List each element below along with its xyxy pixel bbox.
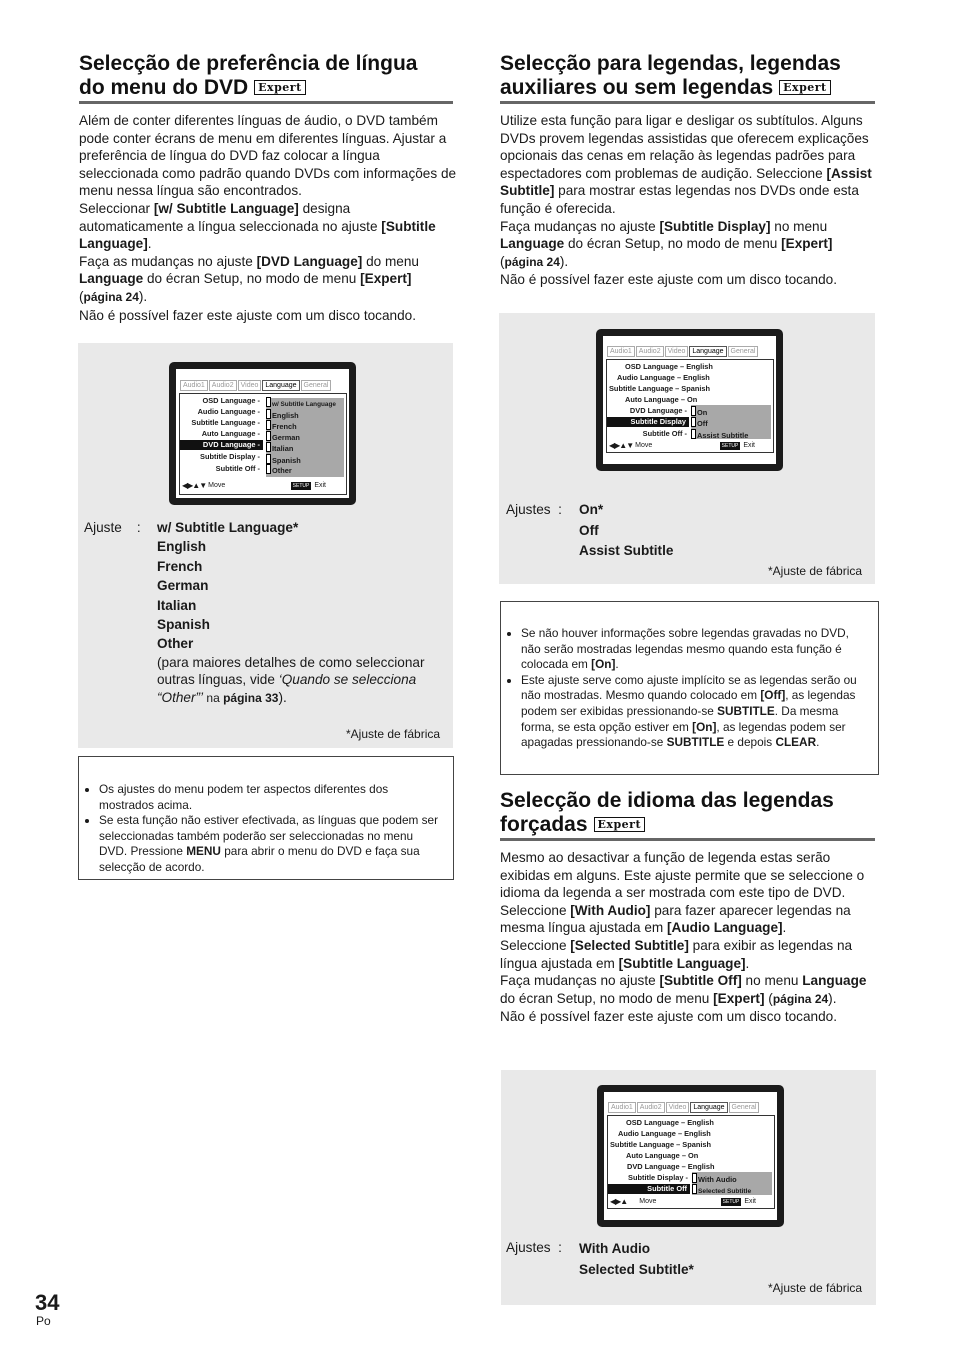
note-item: • Se não houver informações sobre legendas gravadas no DVD, não serão mostradas legendas mesmo quando esta função é colocada em [On].	[521, 626, 864, 673]
menu-row: Audio Language -	[197, 407, 260, 416]
option-item: Italian	[266, 442, 293, 454]
tab-audio2: Audio2	[209, 380, 237, 391]
settings-note: (para maiores detalhes de como seleccionar outras línguas, vide ‘Quando se selecciona “Other”’ na página 33).	[157, 654, 425, 705]
tab-language: Language	[689, 346, 726, 357]
option-item: English	[266, 409, 299, 421]
tab-audio1: Audio1	[180, 380, 208, 391]
right-bottom-paragraph-3: Seleccione [Selected Subtitle] para exibir as legendas na língua ajustada em [Subtitle Language].	[500, 937, 853, 971]
left-paragraph-2: Seleccionar [w/ Subtitle Language] designa automaticamente a língua seleccionada no ajuste [Subtitle Language].	[79, 200, 436, 252]
setup-button-icon: SETUP	[721, 442, 739, 449]
tab-general: General	[729, 1102, 760, 1113]
option-item: Selected Subtitle	[692, 1184, 751, 1197]
menu-row: Subtitle Off -	[642, 429, 687, 438]
arrow-keys-icon: ◀▶▲▼	[609, 441, 634, 450]
right-bottom-paragraph-5: Não é possível fazer este ajuste com um disco tocando.	[500, 1009, 837, 1025]
page-language-code: Po	[36, 1314, 51, 1328]
menu-row: Audio Language – English	[618, 1129, 711, 1138]
setting-value: On*	[579, 502, 604, 517]
menu-row: Subtitle Display -	[200, 452, 260, 461]
menu-row: DVD Language – English	[627, 1162, 715, 1171]
right-top-settings-label: Ajustes :	[506, 502, 562, 517]
left-title-rule	[79, 101, 453, 104]
note-item: • Os ajustes do menu podem ter aspectos diferentes dos mostrados acima.	[99, 782, 443, 813]
right-bottom-settings-list	[579, 1238, 694, 1280]
right-notes-box	[500, 601, 879, 775]
right-top-factory-note: *Ajuste de fábrica	[768, 564, 863, 578]
right-bottom-body-text	[500, 849, 878, 1026]
footer-move: Move	[635, 442, 653, 449]
setup-button-icon: SETUP	[722, 1198, 740, 1205]
menu-row: Audio Language – English	[617, 373, 710, 382]
left-body-text	[79, 112, 457, 324]
setting-value: Other	[157, 636, 194, 652]
note-item: • Se esta função não estiver efectivada, as línguas que podem ser seleccionadas também poderão ser seleccionadas no menu DVD. Pressione MENU para abrir o menu do DVD e faça sua selecção de acordo.	[99, 813, 443, 875]
expert-badge: Expert	[779, 80, 831, 95]
right-top-setup-screen	[596, 329, 783, 471]
right-top-title-line1: Selecção para legendas, legendas	[500, 52, 841, 75]
left-section-title	[79, 52, 459, 100]
left-settings-label: Ajuste :	[84, 520, 141, 535]
left-settings-list	[157, 518, 442, 707]
menu-row: Subtitle Language – Spanish	[609, 384, 711, 393]
right-bottom-settings-label: Ajustes :	[506, 1240, 562, 1255]
tab-audio1: Audio1	[607, 346, 635, 357]
option-item: Off	[691, 417, 708, 429]
option-item: German	[266, 431, 300, 443]
left-factory-note: *Ajuste de fábrica	[346, 727, 441, 741]
right-bottom-setup-screen	[597, 1085, 784, 1227]
language-menu	[606, 359, 774, 453]
right-bottom-title-line1: Selecção de idioma das legendas	[500, 789, 834, 812]
right-top-settings-list	[579, 500, 673, 562]
setting-value: English	[157, 539, 207, 555]
menu-row: OSD Language – English	[625, 362, 713, 371]
menu-row: Subtitle Language -	[191, 418, 260, 427]
footer-exit: Exit	[744, 1198, 756, 1205]
menu-row-selected: Subtitle Display	[607, 417, 689, 427]
arrow-keys-icon: ◀▶▲▼	[182, 481, 207, 490]
menu-row-selected: Subtitle Off	[608, 1184, 690, 1194]
option-item: Assist Subtitle	[691, 429, 748, 441]
menu-row-selected: DVD Language -	[180, 440, 263, 450]
setting-value: German	[157, 578, 209, 594]
language-menu	[179, 393, 347, 495]
right-bottom-paragraph-4: Faça mudanças no ajuste [Subtitle Off] no menu Language do écran Setup, no modo de menu [Expert] (página 24).	[500, 973, 867, 1006]
language-menu	[607, 1115, 775, 1209]
right-top-body-text	[500, 112, 878, 289]
option-item: On	[691, 406, 707, 418]
tab-language: Language	[690, 1102, 727, 1113]
right-bottom-title-line2: forçadas	[500, 813, 588, 836]
setting-value: Italian	[157, 597, 197, 613]
arrow-keys-icon: ◀▶▲	[610, 1197, 628, 1206]
left-notes-box	[78, 756, 454, 880]
note-item: • Este ajuste serve como ajuste implícito se as legendas serão ou não mostradas. Mesmo quando colocado em [Off], as legendas podem ser exibidas pressionando-se SUBTITLE. Da mesma forma, se esta opção estiver em [On], as legendas podem ser apagadas pressionando-se SUBTITLE e depois CLEAR.	[521, 673, 864, 751]
setting-value: Selected Subtitle*	[579, 1262, 694, 1277]
menu-row: DVD Language -	[629, 406, 687, 415]
footer-move: Move	[639, 1198, 657, 1205]
menu-row: OSD Language – English	[626, 1118, 714, 1127]
tab-general: General	[728, 346, 759, 357]
tab-audio2: Audio2	[637, 1102, 665, 1113]
left-paragraph-3: Faça as mudanças no ajuste [DVD Language] do menu Language do écran Setup, no modo de menu [Expert] (página 24).	[79, 253, 419, 304]
footer-move: Move	[208, 482, 226, 489]
setting-value: French	[157, 558, 203, 574]
left-paragraph-4: Não é possível fazer este ajuste com um disco tocando.	[79, 307, 416, 323]
option-item: With Audio	[692, 1173, 737, 1185]
menu-row: OSD Language -	[202, 396, 260, 405]
expert-badge: Expert	[254, 80, 306, 95]
right-top-paragraph-3: Não é possível fazer este ajuste com um disco tocando.	[500, 272, 837, 288]
right-top-paragraph-1: Utilize esta função para ligar e desligar os subtítulos. Alguns DVDs provem legendas assistidas que oferecem explicações opcionais das cenas em relação às legendas padrões para espectadores com problemas de audição. Seleccione [Assist Subtitle] para mostrar estas legendas nos DVDs onde esta função é oferecida.	[500, 113, 872, 216]
right-bottom-paragraph-2: Seleccione [With Audio] para fazer aparecer legendas na mesma língua ajustada em [Audio Language].	[500, 902, 851, 936]
setting-value: Spanish	[157, 617, 210, 633]
option-item: Other	[266, 464, 292, 476]
setting-value: w/ Subtitle Language*	[157, 520, 299, 535]
right-bottom-paragraph-1: Mesmo ao desactivar a função de legenda estas serão exibidas em alguns. Este ajuste permite que se seleccione o idioma da legenda a ser mostrada com este tipo de DVD.	[500, 850, 865, 901]
menu-row: Auto Language -	[201, 429, 260, 438]
option-item: w/ Subtitle Language	[266, 397, 336, 410]
tab-video: Video	[666, 1102, 690, 1113]
tab-audio2: Audio2	[636, 346, 664, 357]
setting-value: Off	[579, 522, 599, 538]
tab-video: Video	[665, 346, 689, 357]
right-bottom-factory-note: *Ajuste de fábrica	[768, 1281, 863, 1295]
menu-row: Auto Language – On	[625, 395, 698, 404]
footer-exit: Exit	[743, 442, 755, 449]
left-setup-screen	[169, 362, 356, 505]
right-bottom-section-title	[500, 789, 890, 837]
tab-audio1: Audio1	[608, 1102, 636, 1113]
expert-badge: Expert	[594, 817, 646, 832]
setting-value: With Audio	[579, 1241, 651, 1256]
menu-row: Subtitle Off -	[215, 464, 260, 473]
setup-button-icon: SETUP	[292, 482, 310, 489]
page-number: 34	[35, 1290, 60, 1315]
setting-value: Assist Subtitle	[579, 543, 674, 559]
tab-general: General	[301, 380, 332, 391]
menu-row: Auto Language – On	[626, 1151, 699, 1160]
footer-exit: Exit	[314, 482, 326, 489]
right-bottom-title-rule	[500, 838, 875, 841]
menu-row: Subtitle Language – Spanish	[610, 1140, 712, 1149]
right-top-title-line2: auxiliares ou sem legendas	[500, 76, 774, 99]
option-item: Spanish	[266, 454, 301, 466]
tab-language: Language	[262, 380, 299, 391]
left-title-line1: Selecção de preferência de língua	[79, 52, 418, 75]
right-top-section-title	[500, 52, 890, 100]
menu-row: Subtitle Display -	[628, 1173, 688, 1182]
left-title-line2: do menu do DVD	[79, 76, 249, 99]
left-paragraph-1: Além de conter diferentes línguas de áudio, o DVD também pode conter écrans de menu em diferentes línguas. Ajustar a preferência de língua do DVD faz colocar a língua seleccionada como padrão quando DVDs com informações de menu nessa língua são encontrados.	[79, 113, 457, 199]
right-top-title-rule	[500, 101, 875, 104]
option-item: French	[266, 420, 297, 432]
right-top-paragraph-2: Faça mudanças no ajuste [Subtitle Display] no menu Language do écran Setup, no modo de menu [Expert] (página 24).	[500, 218, 833, 269]
tab-video: Video	[238, 380, 262, 391]
